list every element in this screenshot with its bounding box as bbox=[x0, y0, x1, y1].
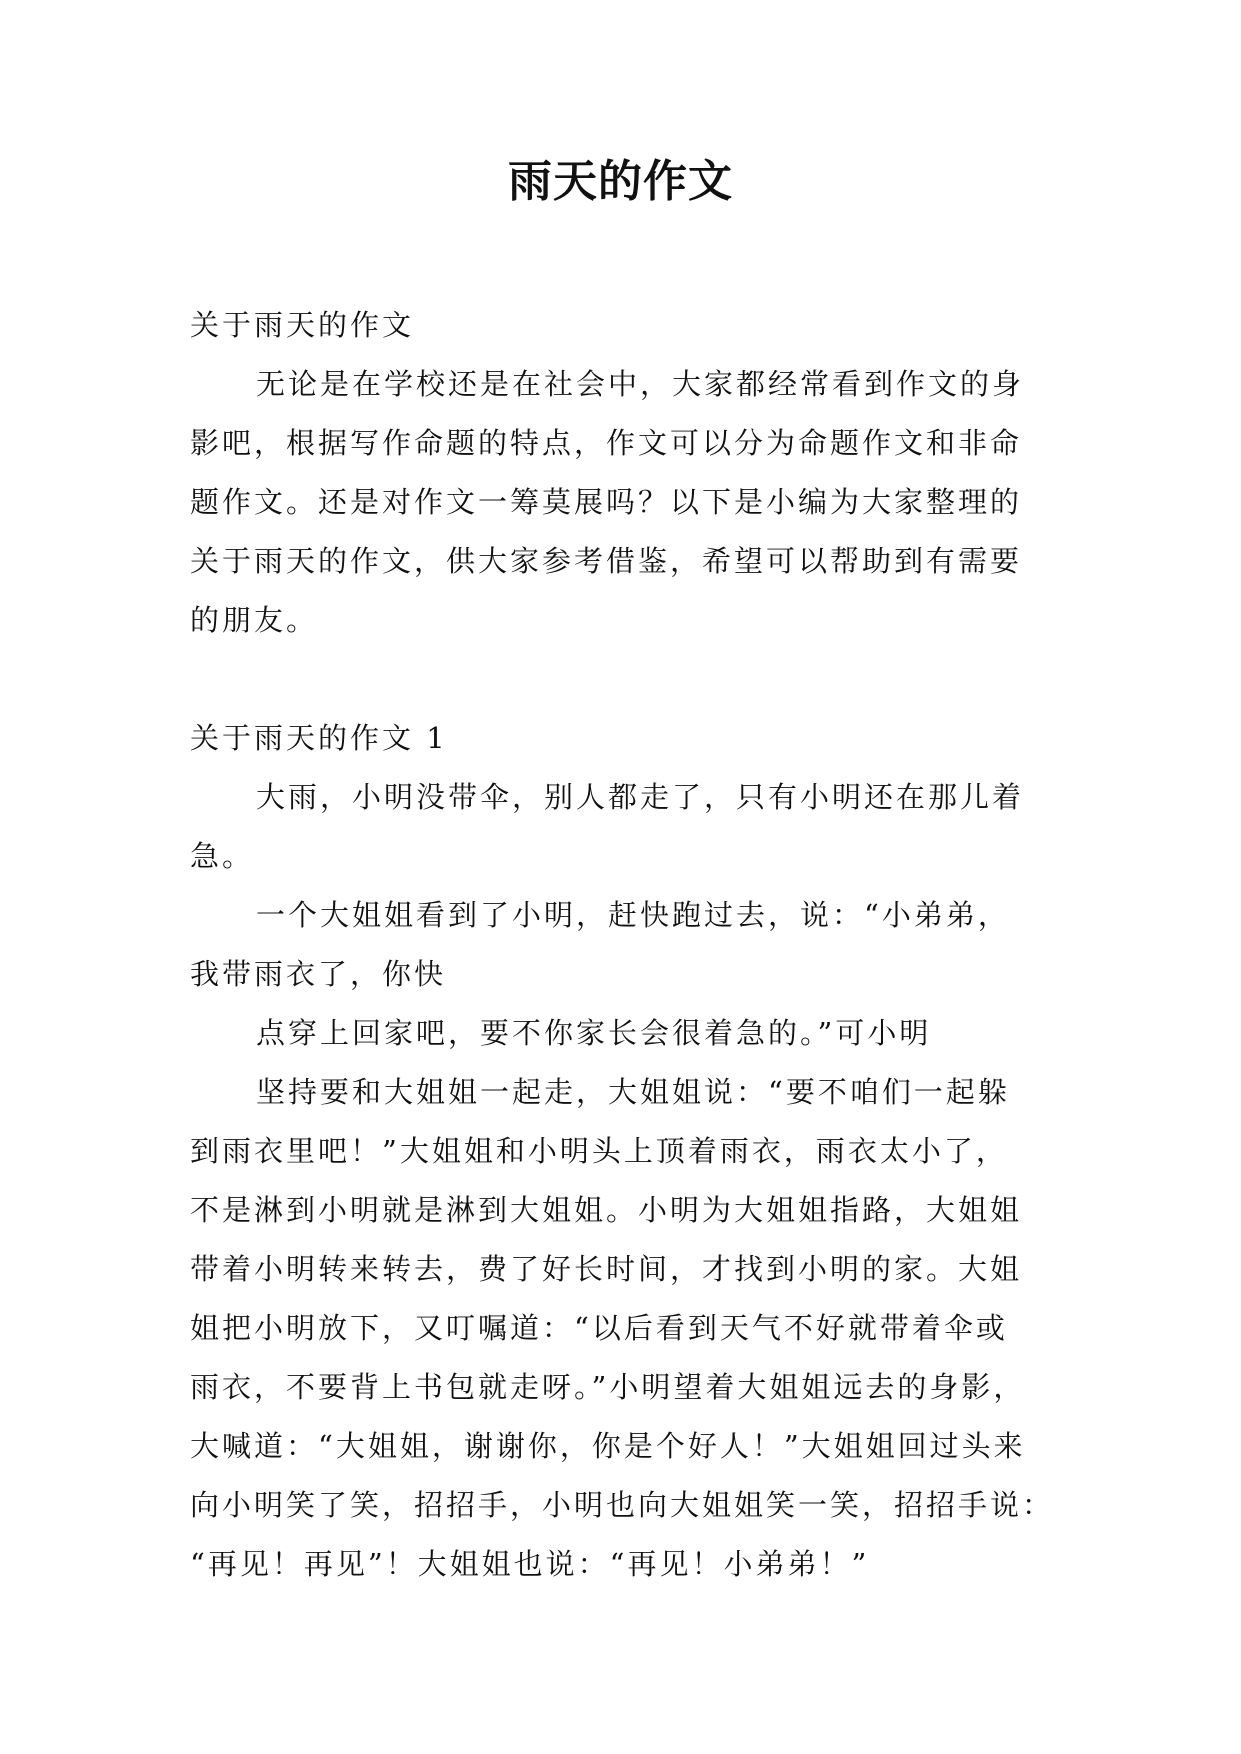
document-title: 雨天的作文 bbox=[508, 156, 733, 207]
paragraph-line: 雨衣，不要背上书包就走呀。”小明望着大姐姐远去的身影， bbox=[190, 1370, 1026, 1404]
paragraph-line: 不是淋到小明就是淋到大姐姐。小明为大姐姐指路，大姐姐 bbox=[190, 1193, 1023, 1227]
section-heading: 关于雨天的作文 bbox=[190, 308, 415, 342]
paragraph-line: 姐把小明放下，又叮嘱道：“以后看到天气不好就带着伞或 bbox=[190, 1311, 1008, 1345]
paragraph-line: 大喊道：“大姐姐，谢谢你，你是个好人！”大姐姐回过头来 bbox=[190, 1429, 1026, 1463]
paragraph-line: “再见！再见”！大姐姐也说：“再见！小弟弟！” bbox=[190, 1547, 870, 1581]
paragraph-line: 到雨衣里吧！”大姐姐和小明头上顶着雨衣，雨衣太小了， bbox=[190, 1134, 1008, 1168]
document-body bbox=[190, 296, 1070, 1594]
paragraph-line: 题作文。还是对作文一筹莫展吗？以下是小编为大家整理的 bbox=[190, 485, 1023, 519]
paragraph-line: 无论是在学校还是在社会中，大家都经常看到作文的身 bbox=[256, 367, 1025, 401]
paragraph-line: 坚持要和大姐姐一起走，大姐姐说：“要不咱们一起躲 bbox=[256, 1075, 1010, 1109]
paragraph-line: 影吧，根据写作命题的特点，作文可以分为命题作文和非命 bbox=[190, 426, 1023, 460]
paragraph-line: 急。 bbox=[190, 839, 255, 873]
section-spacer bbox=[190, 650, 1070, 709]
paragraph-line: 带着小明转来转去，费了好长时间，才找到小明的家。大姐 bbox=[190, 1252, 1023, 1286]
section-heading: 关于雨天的作文 1 bbox=[190, 721, 448, 755]
paragraph-line: 的朋友。 bbox=[190, 603, 319, 637]
paragraph-line: 点穿上回家吧，要不你家长会很着急的。”可小明 bbox=[256, 1016, 932, 1050]
paragraph-line: 向小明笑了笑，招招手，小明也向大姐姐笑一笑，招招手说： bbox=[190, 1488, 1055, 1522]
paragraph-line: 大雨，小明没带伞，别人都走了，只有小明还在那儿着 bbox=[256, 780, 1025, 814]
paragraph-line: 关于雨天的作文，供大家参考借鉴，希望可以帮助到有需要 bbox=[190, 544, 1023, 578]
paragraph-line: 一个大姐姐看到了小明，赶快跑过去，说：“小弟弟， bbox=[256, 898, 1010, 932]
paragraph-line: 我带雨衣了，你快 bbox=[190, 957, 447, 991]
